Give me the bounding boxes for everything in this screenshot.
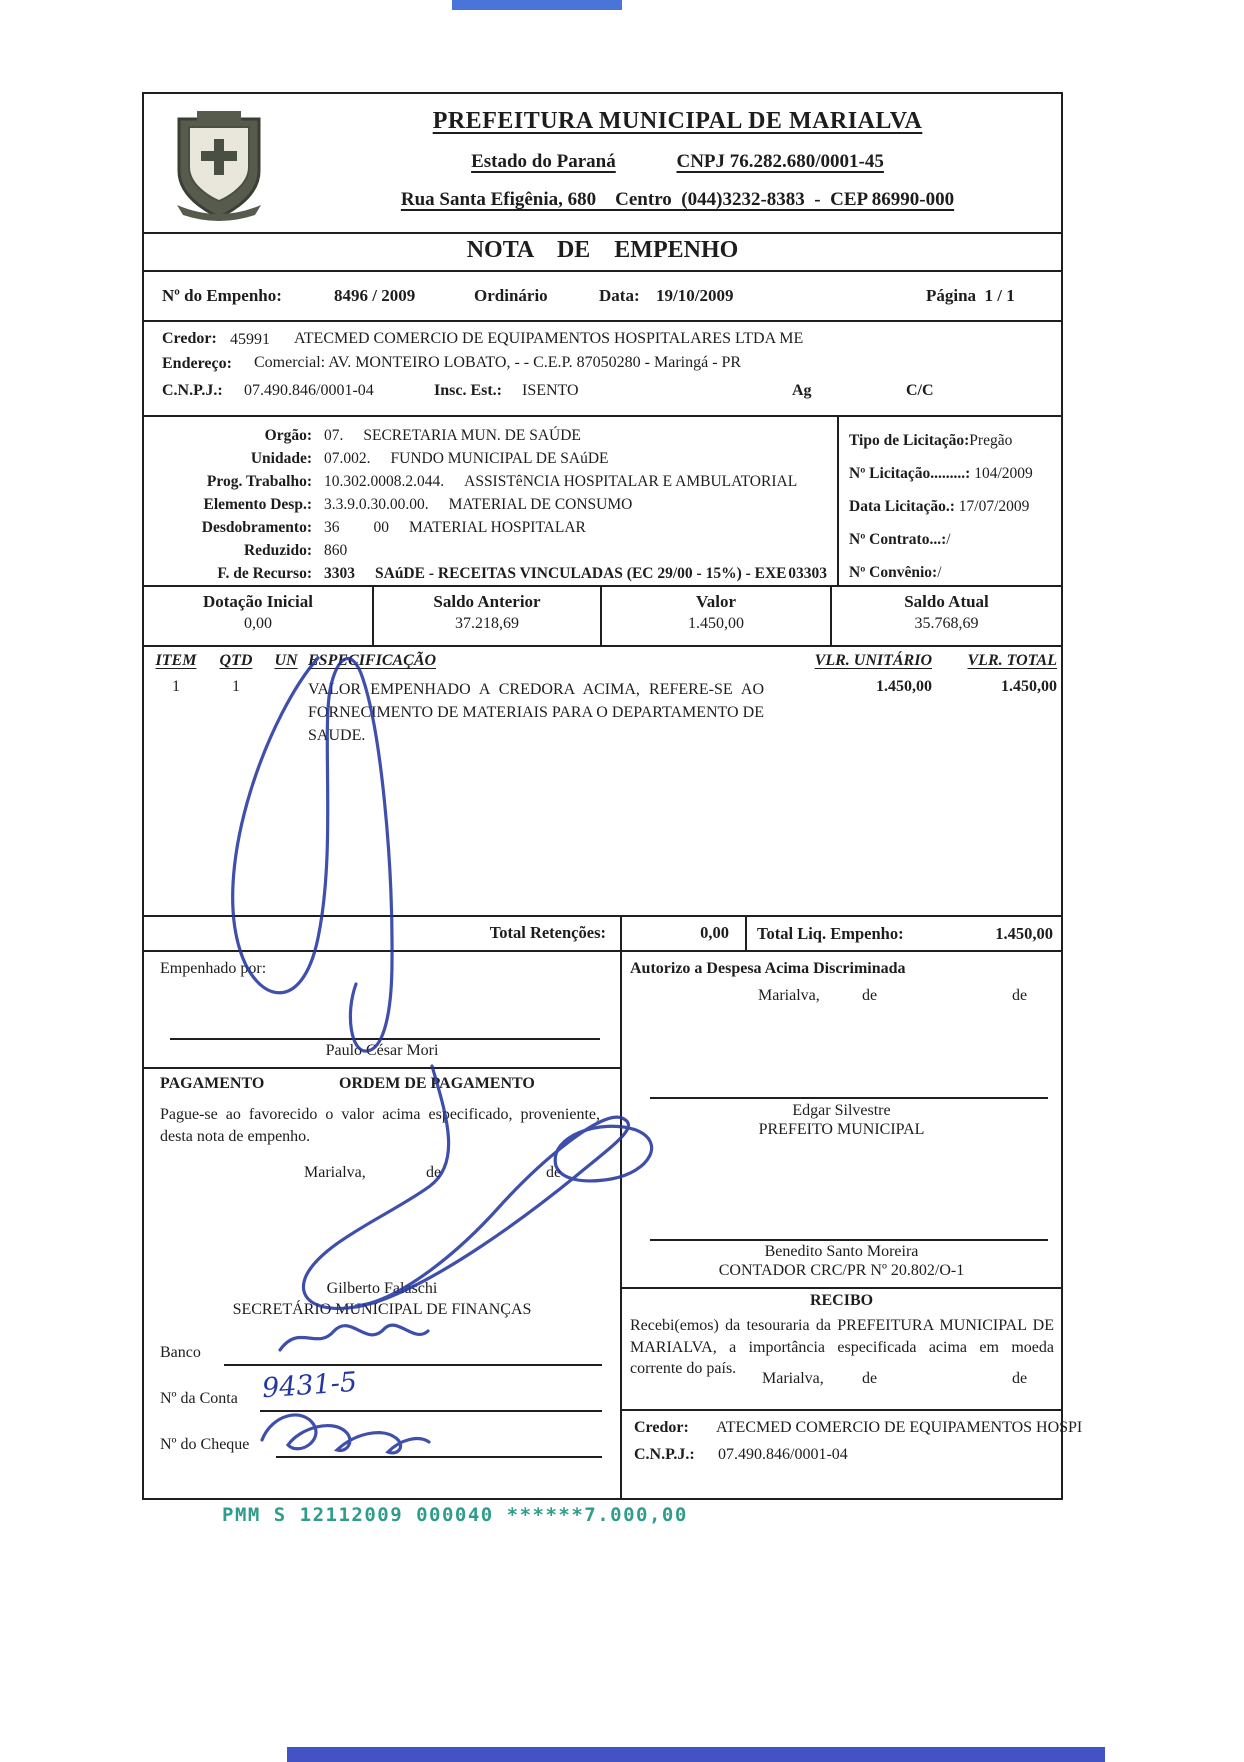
convenio-label: Nº Convênio: [849,564,938,581]
orcamento-row-orgao [144,424,837,447]
saldos-band [144,587,1061,647]
recibo-cnpj-value: 07.490.846/0001-04 [718,1446,848,1463]
conta-handwritten-value: 9431-5 [261,1366,358,1405]
total-liq-cell [747,924,1061,944]
empenhado-signature-line [170,1038,600,1040]
dot-matrix-stamp: PMM S 12112009 000040 ******7.000,00 [222,1504,688,1526]
empenho-number: 8496 / 2009 [334,286,416,305]
recibo-credor-divider [622,1409,1061,1411]
fonte-recurso-desc: SAúDE - RECEITAS VINCULADAS (EC 29/00 - 15%) - EXE [375,565,787,582]
licitacao-data-row [849,492,1061,525]
empenho-date-label: Data: [599,286,640,305]
prefeito-cargo: PREFEITO MUNICIPAL [758,1121,925,1138]
item-especificacao: VALOR EMPENHADO A CREDORA ACIMA, REFERE-SE AO FORNECIMENTO DE MATERIAIS PARA O DEPARTAMENTO DE SAUDE. [308,681,764,745]
cnpj-label: C.N.P.J.: [162,382,223,399]
retencoes-value: 0,00 [622,917,747,950]
total-liq-label: Total Liq. Empenho: [757,923,904,943]
licitacao-tipo-label: Tipo de Licitação: [849,432,970,449]
retencoes-row [144,917,1061,952]
endereco-value: Comercial: AV. MONTEIRO LOBATO, - - C.E.P. 87050280 - Maringá - PR [254,354,742,371]
item-vlr-total: 1.450,00 [1001,678,1057,695]
desdobramento-code2: 00 [373,519,389,536]
cheque-fill-line [276,1456,602,1458]
org-cnpj: CNPJ 76.282.680/0001-45 [676,151,884,172]
prefeito-nome: Edgar Silvestre [792,1102,891,1119]
elemento-desc: MATERIAL DE CONSUMO [448,496,633,513]
contador-cargo: CONTADOR CRC/PR Nº 20.802/O-1 [718,1262,965,1279]
item-qtd: 1 [232,678,240,695]
pagamento-title: PAGAMENTO [160,1075,265,1092]
endereco-label: Endereço: [162,355,232,372]
bottom-left-column [144,952,622,1498]
form-header [144,94,1061,234]
fonte-recurso-extra: 03303 [788,565,827,582]
valor-value: 1.450,00 [688,615,744,632]
credor-label: Credor: [162,330,217,347]
orcamento-row-elemento [144,493,837,516]
credor-code: 45991 [230,331,270,348]
bottom-right-column [622,952,1083,1498]
cnpj-value: 07.490.846/0001-04 [244,382,374,399]
header-line-2 [294,151,1061,173]
conta-fill-line [260,1410,602,1412]
prog-trabalho-label: Prog. Trabalho: [206,473,312,490]
recibo-texto: Recebi(emos) da tesouraria da PREFEITURA MUNICIPAL DE MARIALVA, a importância especificada acima em moeda corrente do país. [630,1317,1054,1378]
contrato-value: / [946,531,951,548]
orgao-label: Orgão: [264,427,312,444]
contrato-row [849,525,1061,558]
licitacao-numero-label: Nº Licitação.........: [849,465,971,482]
recibo-credor-nome: ATECMED COMERCIO DE EQUIPAMENTOS HOSPI [716,1419,1083,1436]
item-row [144,678,1061,748]
autorizo-title: Autorizo a Despesa Acima Discriminada [630,960,906,977]
orcamento-row-prog-trabalho [144,470,837,493]
saldo-atual-value: 35.768,69 [914,615,979,632]
document-title: NOTA DE EMPENHO [144,234,1061,272]
insc-label: Insc. Est.: [434,382,503,399]
col-header-especificacao: ESPECIFICAÇÃO [308,652,437,669]
col-header-vlr-total: VLR. TOTAL [967,652,1057,669]
secretario-cargo: SECRETÁRIO MUNICIPAL DE FINANÇAS [232,1301,532,1318]
dotacao-inicial-label: Dotação Inicial [202,592,314,611]
empenho-type: Ordinário [474,286,548,305]
header-line-3 [294,189,1061,211]
itens-table [144,647,1061,917]
banco-label: Banco [160,1344,201,1361]
recibo-cidade: Marialva, [762,1370,824,1387]
empenho-date: 19/10/2009 [656,286,734,305]
elemento-code: 3.3.9.0.30.00.00. [324,496,429,513]
credor-block [144,322,1061,417]
empenhado-por-nome: Paulo César Mori [325,1042,439,1059]
orcamento-row-unidade [144,447,837,470]
convenio-value: / [937,564,942,581]
valor-label: Valor [696,592,736,611]
saldo-anterior [374,587,602,645]
cheque-label: Nº do Cheque [160,1436,250,1453]
orgao-code: 07. [324,427,344,444]
pagamento-de-2: de [546,1164,562,1181]
licitacao-data-value: 17/07/2009 [958,498,1030,515]
scan-artifact-bottom-bar [287,1747,1105,1762]
pagamento-texto: Pague-se ao favorecido o valor acima especificado, proveniente, desta nota de empenho. [160,1106,600,1145]
total-liq-value: 1.450,00 [995,923,1053,943]
saldo-atual [832,587,1061,645]
pagamento-cidade: Marialva, [304,1164,366,1181]
col-header-un: UN [274,652,298,669]
desdobramento-label: Desdobramento: [201,519,312,536]
licitacao-tipo-row [849,426,1061,459]
secretario-nome: Gilberto Falaschi [326,1280,438,1297]
contador-signature-line [650,1239,1048,1241]
saldo-valor [602,587,832,645]
saldo-anterior-label: Saldo Anterior [433,592,541,611]
page-indicator: Página 1 / 1 [926,286,1015,305]
unidade-code: 07.002. [324,450,371,467]
empenho-row [144,272,1061,322]
autorizo-de-1: de [862,987,878,1004]
recibo-credor-label: Credor: [634,1419,689,1436]
saldo-dotacao-inicial [144,587,374,645]
item-un [264,678,308,748]
col-header-qtd: QTD [219,652,253,669]
reduzido-code: 860 [324,542,348,559]
elemento-label: Elemento Desp.: [203,496,312,513]
prefeito-signature-line [650,1097,1048,1099]
licitacao-numero-value: 104/2009 [974,465,1033,482]
empenhado-por-label: Empenhado por: [160,960,267,977]
bottom-section [144,952,1083,1498]
orcamento-row-desdobramento [144,516,837,539]
recibo-de-2: de [1012,1370,1028,1387]
licitacao-column [837,417,1061,585]
orcamento-rows [144,417,837,585]
desdobramento-code: 36 [324,519,340,536]
banco-fill-line [224,1364,602,1366]
prog-trabalho-desc: ASSISTêNCIA HOSPITALAR E AMBULATORIAL [464,473,798,490]
desdobramento-desc: MATERIAL HOSPITALAR [409,519,586,536]
fonte-recurso-code: 3303 [324,565,355,582]
reduzido-label: Reduzido: [243,542,312,559]
org-address: Rua Santa Efigênia, 680 Centro (044)3232-8383 - CEP 86990-000 [400,189,955,210]
itens-header-row [144,647,1061,670]
org-name: PREFEITURA MUNICIPAL DE MARIALVA [432,108,923,134]
item-number: 1 [172,678,180,695]
nota-de-empenho-form [142,92,1083,1500]
licitacao-data-label: Data Licitação.: [849,498,955,515]
contador-nome: Benedito Santo Moreira [764,1243,919,1260]
cc-label: C/C [906,382,934,399]
credor-name: ATECMED COMERCIO DE EQUIPAMENTOS HOSPITALARES LTDA ME [294,330,804,347]
ordem-pagamento-title: ORDEM DE PAGAMENTO [339,1075,535,1092]
insc-value: ISENTO [522,382,579,399]
fonte-recurso-label: F. de Recurso: [217,565,312,582]
recibo-cnpj-label: C.N.P.J.: [634,1446,695,1463]
licitacao-tipo-value: Pregão [969,432,1013,449]
orcamento-licitacao-block [144,417,1061,587]
col-header-item: ITEM [155,652,197,669]
autorizo-de-2: de [1012,987,1028,1004]
item-vlr-unitario: 1.450,00 [876,678,932,695]
unidade-desc: FUNDO MUNICIPAL DE SAúDE [390,450,609,467]
header-text-block [294,94,1061,232]
prog-trabalho-code: 10.302.0008.2.044. [324,473,445,490]
pagamento-divider [144,1067,620,1069]
pagamento-de-1: de [426,1164,442,1181]
saldo-anterior-value: 37.218,69 [455,615,519,632]
conta-label: Nº da Conta [160,1390,238,1407]
orcamento-row-fonte-recurso [144,562,837,585]
unidade-label: Unidade: [250,450,312,467]
col-header-vlr-unitario: VLR. UNITÁRIO [814,652,932,669]
scan-artifact-top-bar [452,0,622,10]
ag-label: Ag [792,382,812,399]
saldo-atual-label: Saldo Atual [904,592,989,611]
municipal-coat-of-arms [144,94,294,232]
autorizo-cidade: Marialva, [758,987,820,1004]
contrato-label: Nº Contrato...: [849,531,947,548]
licitacao-numero-row [849,459,1061,492]
recibo-de-1: de [862,1370,878,1387]
state-label: Estado do Paraná [471,151,616,172]
retencoes-label: Total Retenções: [144,917,622,950]
dotacao-inicial-value: 0,00 [244,615,272,632]
item-especificacao-cell [308,678,780,748]
recibo-title: RECIBO [809,1292,874,1309]
empenho-number-label: Nº do Empenho: [162,286,282,305]
coat-of-arms-icon [167,105,271,221]
orcamento-row-reduzido [144,539,837,562]
orgao-desc: SECRETARIA MUN. DE SAÚDE [363,427,581,444]
recibo-divider [622,1287,1061,1289]
